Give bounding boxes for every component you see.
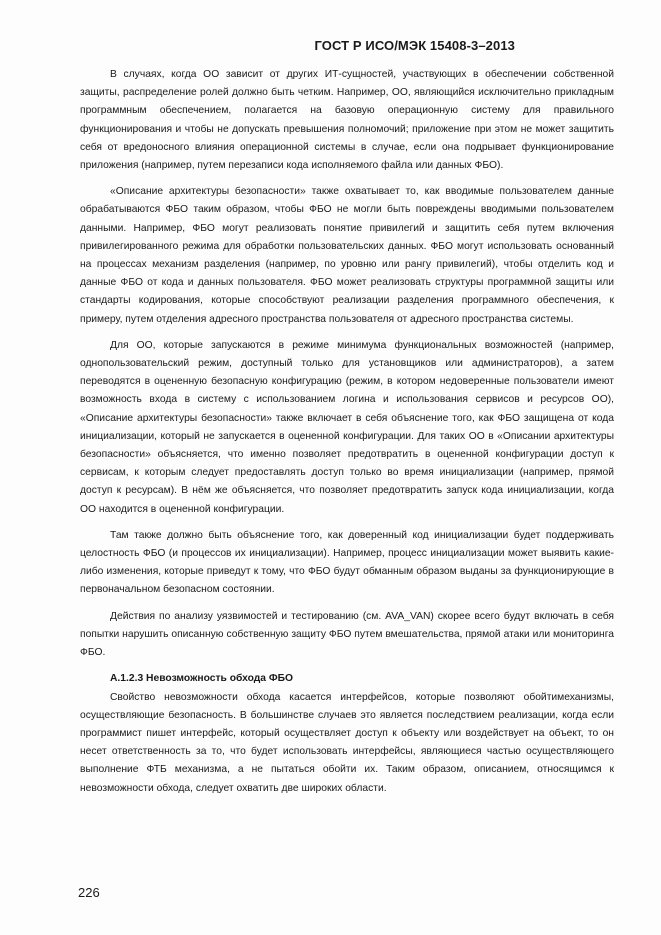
section-heading: А.1.2.3 Невозможность обхода ФБО	[110, 673, 294, 685]
document-body	[80, 66, 614, 806]
standard-designation: ГОСТ Р ИСО/МЭК 15408-3–2013	[314, 38, 515, 53]
section-paragraph: Свойство невозможности обхода касается интерфейсов, которые позволяют обойтимеханизмы, осуществляющие безопасность. В большинстве случаев это является последствием реализации, когда если программист пишет интерфейс, который осуществляет доступ к объекту или воздействует на объект, то он несет ответственность за то, что будет использовать интерфейсы, являющиеся частью осуществляющего выполнение ФТБ механизма, а не пытаться обойти их. Таким образом, описанием, относящимся к невозможности обхода, следует охватить две широких области.	[80, 691, 614, 794]
paragraph-1: В случаях, когда ОО зависит от других ИТ-сущностей, участвующих в обеспечении собственной защиты, распределение ролей должно быть четким. Например, ОО, являющийся исключительно прикладным программным обеспечением, полагается на базовую операционную систему для правильного функционирования и чтобы не допускать превышения полномочий; приложение при этом не может защитить себя от вредоносного влияния операционной системы в случае, если она подрывает функционирование приложения (например, путем перезаписи кода исполняемого файла или данных ФБО).	[80, 69, 614, 172]
page-number: 226	[78, 885, 100, 900]
paragraph-4: Там также должно быть объяснение того, как доверенный код инициализации будет поддерживать целостность ФБО (и процессов их инициализации). Например, процесс инициализации может выявить какие-либо изменения, которые приведут к тому, что ФБО будут обманным образом выданы за функционирующие в первоначальном безопасном состоянии.	[80, 529, 614, 596]
paragraph-3: Для ОО, которые запускаются в режиме минимума функциональных возможностей (например, однопользовательский режим, доступный только для установщиков или администраторов), а затем переводятся в оцененную безопасную конфигурацию (режим, в котором недоверенные пользователи имеют возможность входа в систему с использованием логина и использования сервисов и ресурсов ОО), «Описание архитектуры безопасности» также включает в себя объяснение того, как ФБО защищена от кода инициализации, который не запускается в оцененной конфигурации. Для таких ОО в «Описании архитектуры безопасности» объясняется, что именно позволяет предотвратить в оцененной конфигурации доступ к сервисам, к которым следует предоставлять доступ только во время инициализации (например, прямой доступ к ресурсам). В нём же объясняется, что позволяет предотвратить запуск кода инициализации, когда ОО находится в оцененной конфигурации.	[80, 339, 614, 515]
paragraph-2: «Описание архитектуры безопасности» также охватывает то, как вводимые пользователем данные обрабатываются ФБО таким образом, чтобы ФБО не могли быть повреждены вводимыми пользователем данными. Например, ФБО могут реализовать понятие привилегий и защитить себя путем включения привилегированного режима для обработки пользовательских данных. ФБО могут использовать основанный на процессах механизм разделения (например, по уровню или рангу привилегий), чтобы отделить код и данные ФБО от кода и данных пользователя. ФБО может реализовать структуры программной защиты или стандарты кодирования, которые способствуют реализации разделения программного обеспечения, к примеру, путем отделения адресного пространства пользователя от адресного пространства системы.	[80, 186, 614, 325]
paragraph-5: Действия по анализу уязвимостей и тестированию (см. AVA_VAN) скорее всего будут включать в себя попытки нарушить описанную собственную защиту ФБО путем вмешательства, прямой атаки или мониторинга ФБО.	[80, 610, 614, 659]
